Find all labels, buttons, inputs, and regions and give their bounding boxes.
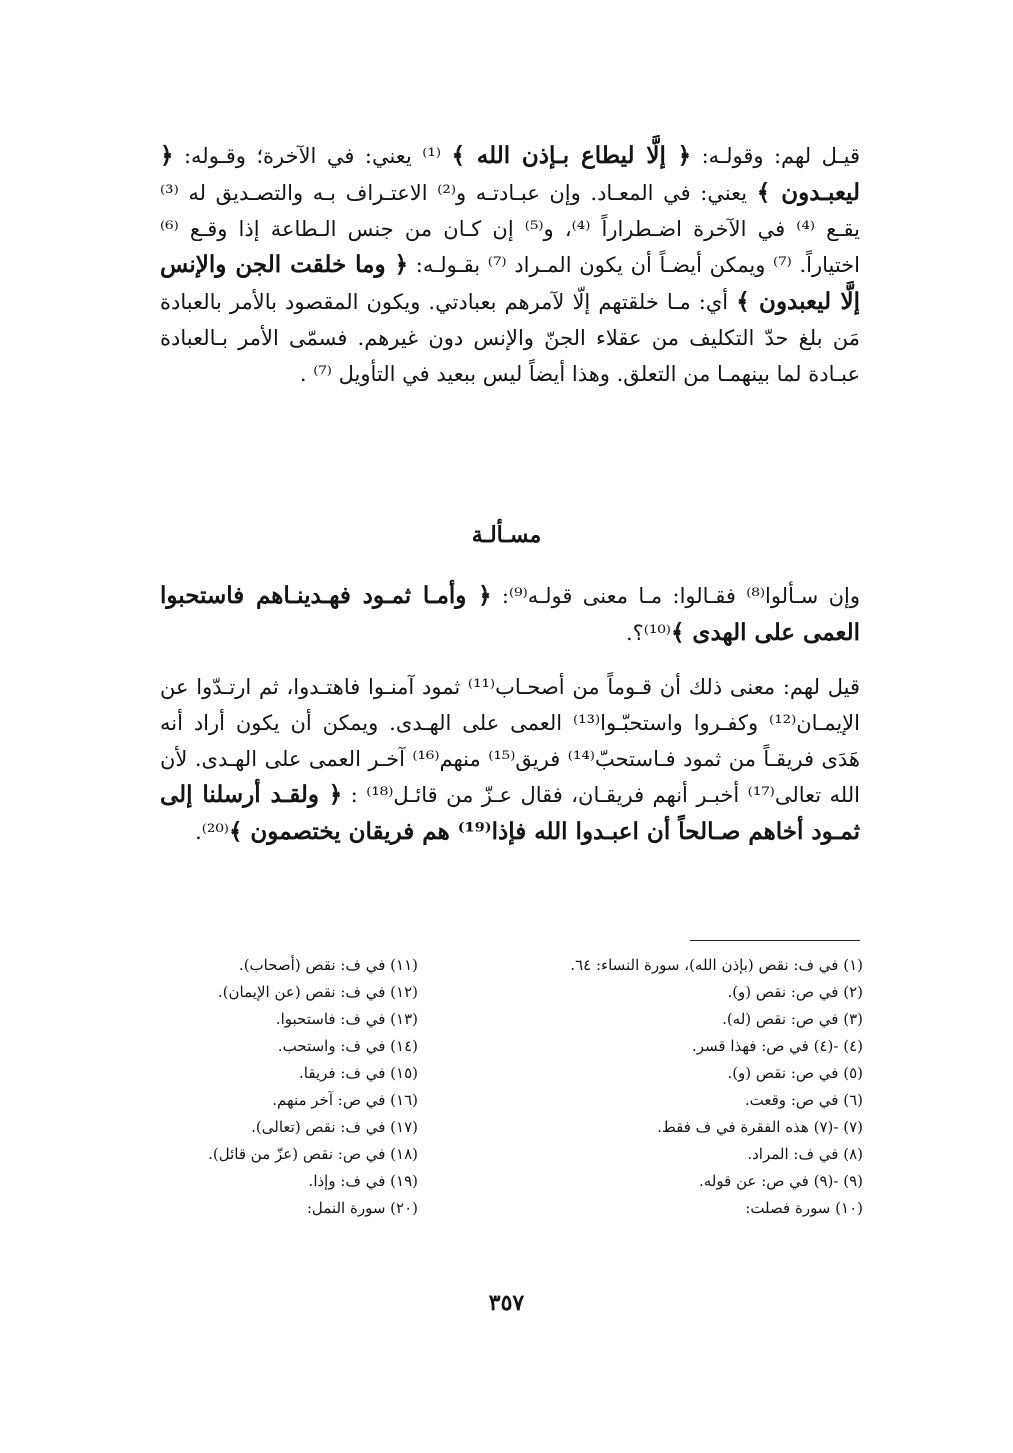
para1-text-b: ⁽¹⁾ يعني: في الآخرة؛ وقـوله:: [173, 144, 452, 168]
quran-quote-5: ﴿ ولقـد أرسلنا إلى ثمـود أخاهم صـالحاً أن اعبـدوا الله فإذا⁽¹⁹⁾ هم فريقان يختصمون ﴾: [160, 781, 860, 846]
footnote-19: (١٩) في ف: وإذا.: [308, 1172, 418, 1190]
section-heading: مسـألـة: [471, 522, 542, 548]
quran-quote-2: ﴿ ليعبـدون ﴾: [160, 142, 860, 206]
footnote-15: (١٥) في ف: فريقا.: [299, 1064, 418, 1082]
page-number: ٣٥٧: [488, 1290, 525, 1316]
footnote-5: (٥) في ص: نقص (و).: [727, 1064, 863, 1082]
footnote-16: (١٦) في ص: آخر منهم.: [272, 1091, 418, 1109]
para1-text-a: قيـل لهم: وقولـه:: [691, 144, 861, 168]
footnotes-left-column: [118, 952, 418, 1222]
footnote-4: (٤) -(٤) في ص: فهذا قسر.: [691, 1037, 863, 1055]
footnote-10: (١٠) سورة فصلت:: [745, 1199, 863, 1217]
para2-text-b: ⁽¹⁰⁾؟.: [625, 620, 671, 645]
paragraph-2: [160, 578, 860, 652]
paragraph-3: [160, 670, 860, 851]
footnote-9: (٩) -(٩) في ص: عن قوله.: [699, 1172, 863, 1190]
footnote-6: (٦) في ص: وقعت.: [744, 1091, 863, 1109]
footnote-12: (١٢) في ف: نقص (عن الإيمان).: [217, 983, 418, 1001]
paragraph-1: [160, 138, 860, 393]
footnote-1: (١) في ف: نقص (بإذن الله)، سورة النساء: ٦٤.: [570, 956, 863, 974]
footnote-2: (٢) في ص: نقص (و).: [727, 983, 863, 1001]
quran-quote-3: ﴿ وما خلقت الجن والإنس إلَّا ليعبدون ﴾: [160, 251, 860, 316]
para3-text-a: قيل لهم: معنى ذلك أن قـوماً من أصحـاب⁽¹¹⁾ ثمود آمنـوا فاهتـدوا، ثم ارتـدّوا عن الإيمـان⁽¹²⁾ وكفـروا واستحبّـوا⁽¹³⁾ العمى على الهـدى. ويمكن أن يكون أراد أنه هَدَى فريقـاً من ثمود فـاستحبّ⁽¹⁴⁾ فريق⁽¹⁵⁾ منهم⁽¹⁶⁾ آخـر العمى على الهـدى. لأن الله تعالى⁽¹⁷⁾ أخبـر أنهم فريقـان، فقال عـزّ من قائـل⁽¹⁸⁾ :: [160, 675, 861, 808]
footnote-divider: [690, 940, 860, 941]
footnote-13: (١٣) في ف: فاستحبوا.: [275, 1010, 418, 1028]
footnote-3: (٣) في ص: نقص (له).: [722, 1010, 863, 1028]
quran-quote-4: ﴿ وأمـا ثمـود فهـدينـاهم فاستحبوا العمى على الهدى ﴾: [160, 582, 860, 646]
para1-text-d: أي: مـا خلقتهم إلّا لآمرهم بعبادتي. ويكون المقصود بالأمر بالعبادة مَن بلغ حدّ التكليف من عقلاء الجنّ والإنس دون غيرهم. فسمّى الأمر بـالعبادة عبـادة لما بينهمـا من التعلق. وهذا أيضاً ليس ببعيد في التأويل ⁽⁷⁾ .: [160, 290, 860, 386]
footnote-14: (١٤) في ف: واستحب.: [277, 1037, 418, 1055]
footnote-11: (١١) في ف: نقص (أصحاب).: [238, 956, 418, 974]
footnote-7: (٧) -(٧) هذه الفقرة في ف فقط.: [657, 1118, 863, 1136]
footnote-18: (١٨) في ص: نقص (عزّ من قائل).: [208, 1145, 418, 1163]
quran-quote-1: ﴿ إلَّا ليطاع بـإذن الله ﴾: [451, 142, 692, 169]
footnotes-right-column: [483, 952, 863, 1222]
footnote-8: (٨) في ف: المراد.: [747, 1145, 863, 1163]
footnote-17: (١٧) في ف: نقص (تعالى).: [251, 1118, 418, 1136]
para1-text-c: يعني: في المعـاد. وإن عبـادتـه و⁽²⁾ الاعتـراف بـه والتصـديق له ⁽³⁾ يقـع ⁽⁴⁾ في الآخرة اضـطراراً ⁽⁴⁾، و⁽⁵⁾ إن كـان من جنس الـطاعة إذا وقـع ⁽⁶⁾ اختياراً. ⁽⁷⁾ ويمكن أيضـاً أن يكون المـراد ⁽⁷⁾ بقـولـه:: [160, 180, 860, 278]
para2-text-a: وإن سـألوا⁽⁸⁾ فقـالوا: مـا معنى قولـه⁽⁹⁾:: [491, 584, 860, 608]
footnote-20: (٢٠) سورة النمل:: [306, 1199, 418, 1217]
para3-text-b: ⁽²⁰⁾.: [195, 820, 229, 845]
